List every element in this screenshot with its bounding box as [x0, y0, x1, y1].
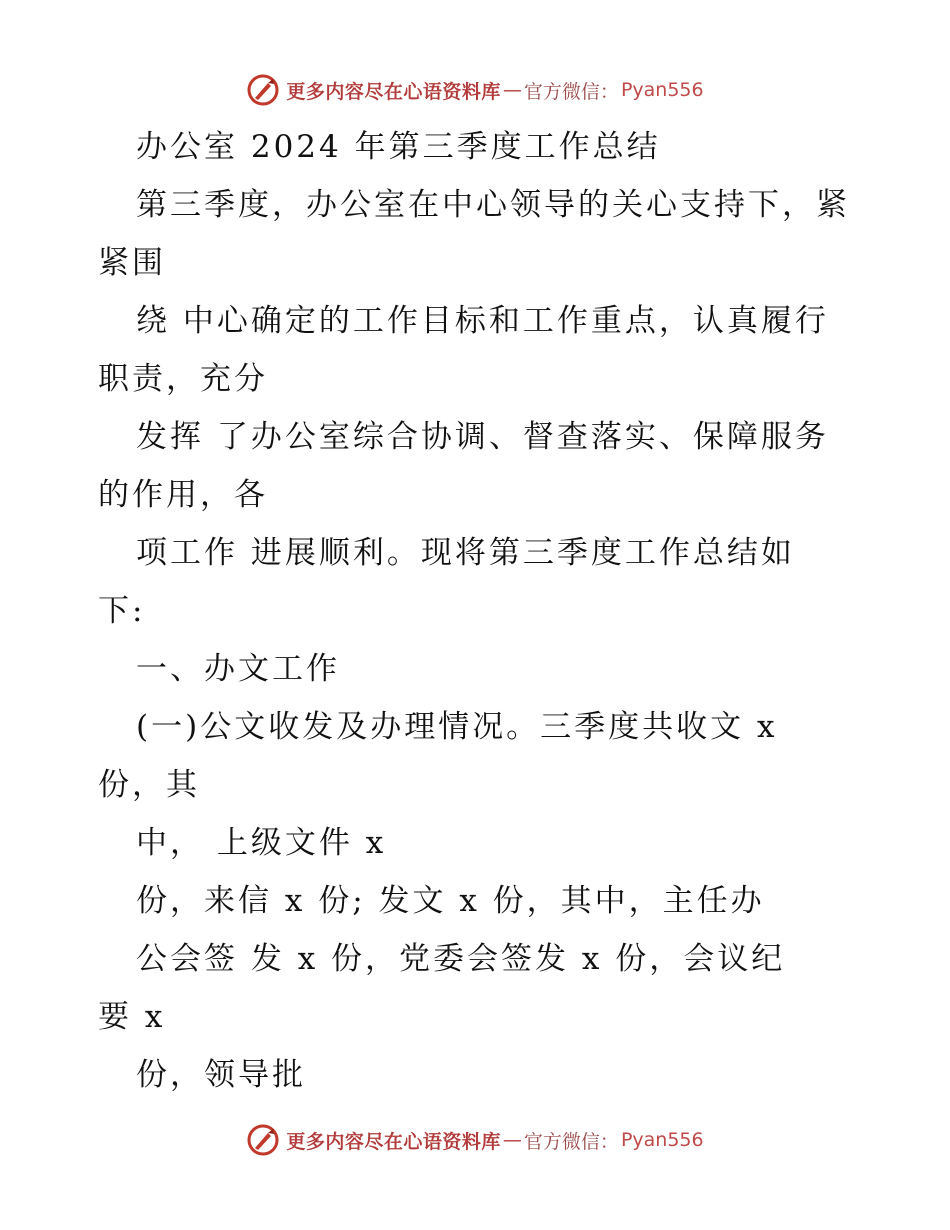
watermark-sub-text: 官方微信： — [523, 1130, 619, 1153]
text-line: 份，来信 x 份; 发文 x 份，其中，主任办 — [136, 883, 765, 919]
section-heading: 一、办文工作 — [136, 651, 340, 687]
text-line: 下: — [98, 593, 146, 629]
text-line: 紧围 — [98, 245, 166, 281]
text-line: 项工作 进展顺利。现将第三季度工作总结如 — [136, 535, 795, 571]
footer-watermark — [0, 1120, 950, 1160]
quill-logo-icon — [246, 1123, 280, 1157]
text-line: 份，其 — [98, 767, 200, 803]
text-line: 份，领导批 — [136, 1057, 306, 1093]
document-title: 办公室 2024 年第三季度工作总结 — [136, 129, 661, 165]
watermark-main-text: 更多内容尽在心语资料库 — [286, 1130, 501, 1153]
watermark-sub-text: 官方微信： — [523, 80, 619, 103]
text-line: 绕 中心确定的工作目标和工作重点，认真履行 — [136, 303, 829, 339]
watermark-id: Pyan556 — [620, 79, 704, 101]
text-line: 公会签 发 x 份，党委会签发 x 份，会议纪 — [136, 941, 786, 977]
watermark-dash: — — [502, 1129, 522, 1151]
quill-logo-icon — [246, 73, 280, 107]
text-line: 中， 上级文件 x — [136, 825, 387, 861]
header-watermark — [0, 70, 950, 110]
text-line: 发挥 了办公室综合协调、督查落实、保障服务 — [136, 419, 829, 455]
text-line: 第三季度，办公室在中心领导的关心支持下，紧 — [136, 187, 850, 223]
text-line: 的作用，各 — [98, 477, 268, 513]
text-line: 要 x — [98, 999, 166, 1035]
watermark-id: Pyan556 — [620, 1129, 704, 1151]
text-line: 职责，充分 — [98, 361, 268, 397]
watermark-dash: — — [502, 79, 522, 101]
watermark-main-text: 更多内容尽在心语资料库 — [286, 80, 501, 103]
text-line: (一)公文收发及办理情况。三季度共收文 x — [136, 709, 778, 745]
